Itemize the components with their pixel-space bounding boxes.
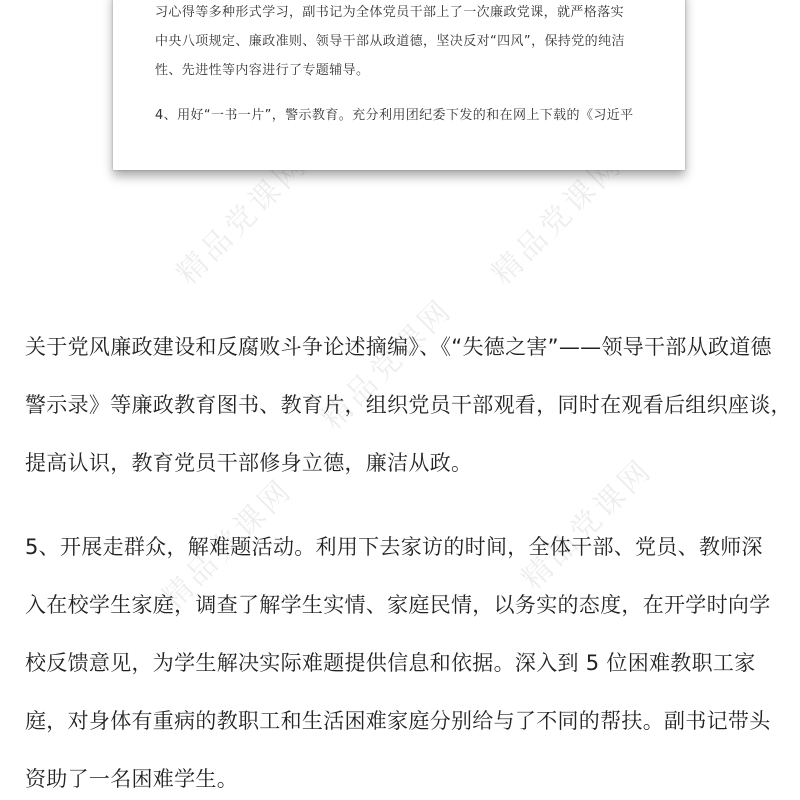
document-preview-card — [113, 0, 685, 170]
preview-text — [155, 0, 655, 130]
paragraph-gap — [155, 85, 655, 101]
preview-line: 习心得等多种形式学习，副书记为全体党员干部上了一次廉政党课，就严格落实 — [155, 5, 625, 20]
paragraph-gap — [25, 492, 785, 518]
text-line: 关于党风廉政建设和反腐败斗争论述摘编》、《“失德之害”——领导干部从政道德 — [25, 335, 772, 359]
watermark: 精品党课网 — [514, 451, 660, 597]
text-line: 校反馈意见，为学生解决实际难题提供信息和依据。深入到 5 位困难教职工家 — [25, 651, 756, 675]
watermark: 精品党课网 — [314, 291, 460, 437]
watermark: 精品党课网 — [154, 471, 300, 617]
text-line: 资助了一名困难学生。 — [25, 767, 238, 791]
paragraph — [25, 318, 792, 492]
preview-line: 4、用好“一书一片”，警示教育。充分利用团纪委下发的和在网上下载的《习近平 — [155, 108, 634, 123]
text-line: 庭，对身体有重病的教职工和生活困难家庭分别给与了不同的帮扶。副书记带头 — [25, 709, 771, 733]
watermark: 精品党课网 — [169, 146, 315, 292]
text-line: 提高认识，教育党员干部修身立德，廉洁从政。 — [25, 451, 473, 475]
text-line: 入在校学生家庭，调查了解学生实情、家庭民情，以务实的态度，在开学时向学 — [25, 593, 771, 617]
document-body — [25, 318, 792, 800]
text-line: 5、开展走群众，解难题活动。利用下去家访的时间，全体干部、党员、教师深 — [25, 535, 763, 559]
paragraph — [25, 518, 785, 800]
text-line: 警示录》等廉政教育图书、教育片，组织党员干部观看，同时在观看后组织座谈， — [25, 393, 792, 417]
preview-line: 性、先进性等内容进行了专题辅导。 — [155, 63, 370, 78]
watermark: 精品党课网 — [484, 146, 630, 292]
preview-line: 中央八项规定、廉政准则、领导干部从政道德，坚决反对“四风”，保持党的纯洁 — [155, 34, 625, 49]
